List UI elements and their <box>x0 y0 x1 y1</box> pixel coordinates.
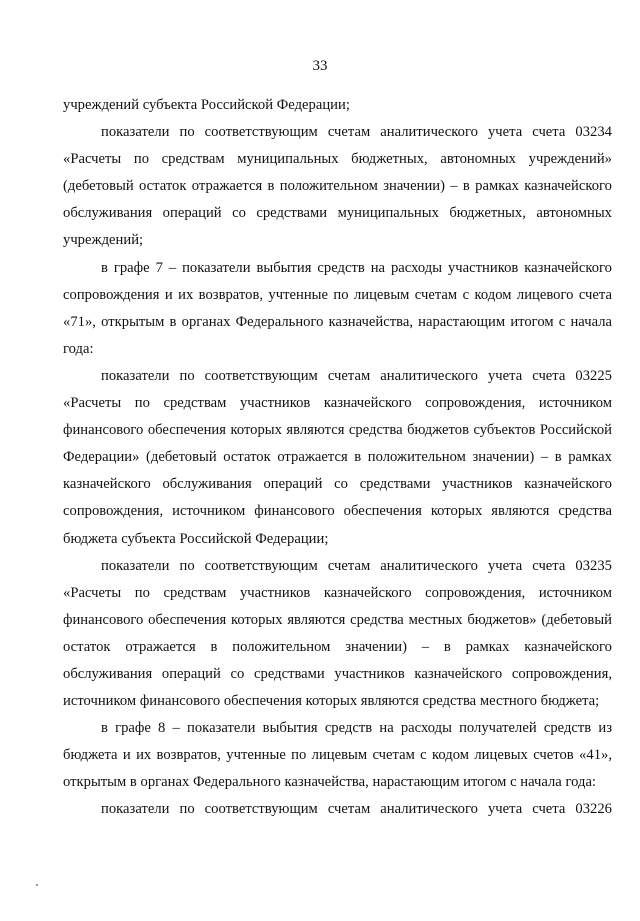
paragraph-column-8: в графе 8 – показатели выбытия средств на расходы получателей средств из бюджета и их возвратов, учтенные по лицевым счетам с кодом лицевых счетов «41», открытым в органах Федерального казначейства, нарастающим итогом с начала года: <box>63 720 612 791</box>
document-body <box>63 92 612 824</box>
paragraph-account-03235: показатели по соответствующим счетам аналитического учета счета 03235 «Расчеты по средствам участников казначейского сопровождения, источником финансового обеспечения которых являются средства местных бюджетов» (дебетовый остаток отражается в положительном значении) – в рамках казначейского обслуживания операций со средствами участников казначейского сопровождения, источником финансового обеспечения которых являются средства местного бюджета; <box>63 557 612 710</box>
paragraph-column-7: в графе 7 – показатели выбытия средств на расходы участников казначейского сопровождения и их возвратов, учтенные по лицевым счетам с кодом лицевого счета «71», открытым в органах Федерального казначейства, нарастающим итогом с начала года: <box>63 259 612 357</box>
page-number: 33 <box>312 58 328 74</box>
paragraph-continuation: учреждений субъекта Российской Федерации; <box>63 97 350 113</box>
paragraph-account-03226: показатели по соответствующим счетам аналитического учета счета 03226 <box>101 801 612 818</box>
paragraph-account-03234: показатели по соответствующим счетам аналитического учета счета 03234 «Расчеты по средствам муниципальных бюджетных, автономных учреждений» (дебетовый остаток отражается в положительном значении) – в рамках казначейского обслуживания операций со средствами муниципальных бюджетных, автономных учреждений; <box>63 124 612 249</box>
scan-speck <box>36 884 38 886</box>
paragraph-account-03225: показатели по соответствующим счетам аналитического учета счета 03225 «Расчеты по средствам участников казначейского сопровождения, источником финансового обеспечения которых являются средства бюджетов субъектов Российской Федерации» (дебетовый остаток отражается в положительном значении) – в рамках казначейского обслуживания операций со средствами участников казначейского сопровождения, источником финансового обеспечения которых являются средства бюджета субъекта Российской Федерации; <box>63 367 612 547</box>
